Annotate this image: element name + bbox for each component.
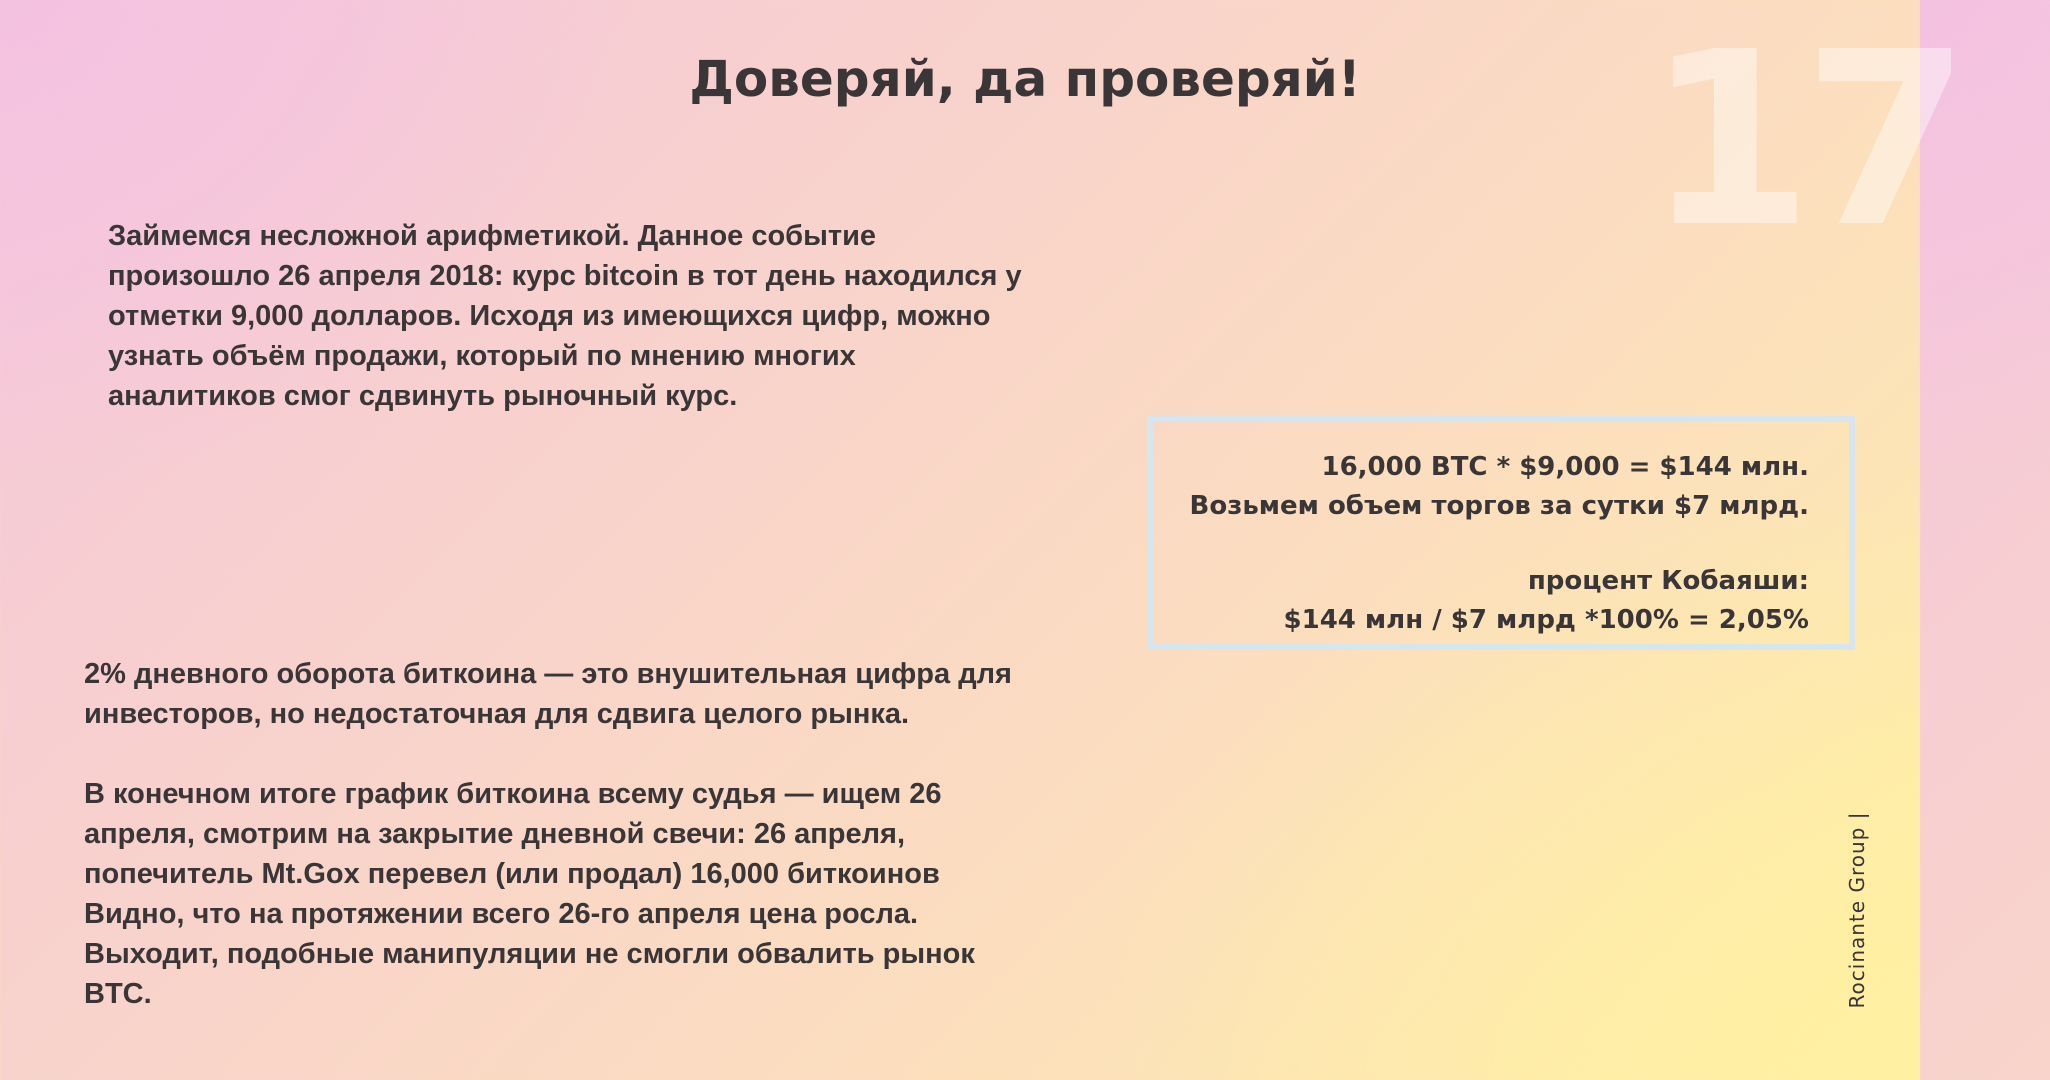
slide-number: 17 (1646, 0, 1960, 280)
conclusion-block (84, 654, 1044, 1014)
calc-line-volume: 16,000 BTC * $9,000 = $144 млн. (1321, 452, 1809, 482)
calc-line-percent-result: $144 млн / $7 млрд *100% = 2,05% (1283, 605, 1809, 635)
intro-paragraph: Займемся несложной арифметикой. Данное событие произошло 26 апреля 2018: курс bitcoin в тот день находился у отметки 9,000 долларов. Исходя из имеющихся цифр, можно узнать объём продажи, который по мнению многих аналитиков смог сдвинуть рыночный курс. (108, 220, 1022, 412)
conclusion-paragraph-2: В конечном итоге график биткоина всему судья — ищем 26 апреля, смотрим на закрытие дневной свечи: 26 апреля, попечитель Mt.Gox перевел (или продал) 16,000 биткоинов Видно, что на протяжении всего 26-го апреля цена росла. Выходит, подобные манипуляции не смогли обвалить рынок BTC. (84, 778, 975, 1010)
conclusion-paragraph-1: 2% дневного оборота биткоина — это внушительная цифра для инвесторов, но недостаточная для сдвига целого рынка. (84, 658, 1012, 730)
slide-title: Доверяй, да проверяй! (689, 50, 1361, 108)
calc-line-percent-label: процент Кобаяши: (1527, 566, 1809, 596)
calculation-box (1147, 416, 1855, 650)
brand-text: Rocinante Group | (1845, 811, 1869, 1009)
brand-label (1840, 810, 1874, 1010)
calc-gap (1173, 526, 1809, 562)
calc-line-daily-volume: Возьмем объем торгов за сутки $7 млрд. (1189, 491, 1809, 521)
